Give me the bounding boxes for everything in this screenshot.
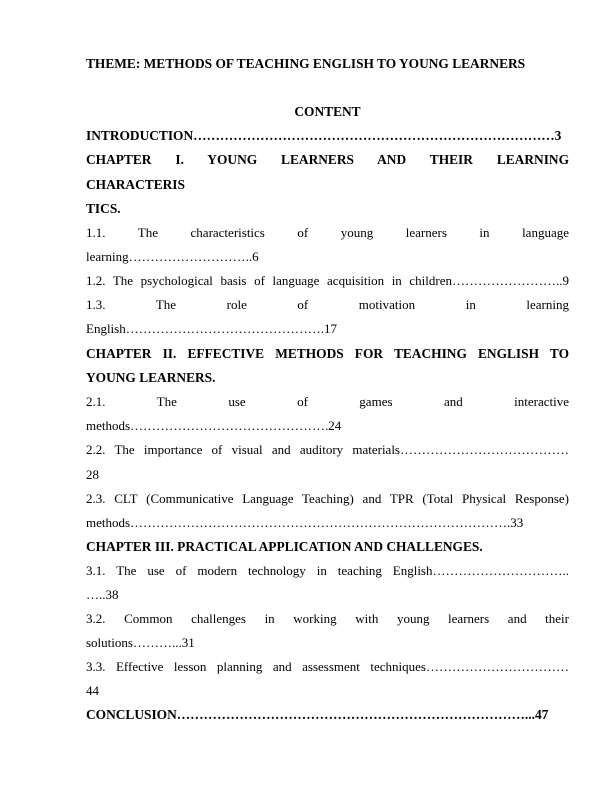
- toc-line: learning………………………..6: [86, 249, 259, 264]
- toc-line: CHAPTER III. PRACTICAL APPLICATION AND CHALLENGES.: [86, 539, 483, 554]
- toc-line: methods…………………………………………………………………………….33: [86, 515, 524, 530]
- toc-line: 3.2. Common challenges in working with young learners and their: [86, 611, 569, 626]
- toc-line: INTRODUCTION………………………………………………………………………3: [86, 128, 562, 143]
- toc-line: 1.3. The role of motivation in learning: [86, 297, 569, 312]
- toc-line: CHARACTERIS: [86, 177, 185, 192]
- toc-line: 44: [86, 683, 99, 698]
- toc-line: 1.2. The psychological basis of language acquisition in children……………………..9: [86, 273, 569, 288]
- toc-line: 2.3. CLT (Communicative Language Teaching) and TPR (Total Physical Response): [86, 491, 569, 506]
- toc-line: 1.1. The characteristics of young learners in language: [86, 225, 569, 240]
- toc-line: methods……………………………………….24: [86, 418, 342, 433]
- toc-line: solutions………...31: [86, 635, 195, 650]
- toc-line: TICS.: [86, 201, 121, 216]
- document-title: THEME: METHODS OF TEACHING ENGLISH TO YOUNG LEARNERS: [86, 56, 526, 71]
- toc-line: CONCLUSION……………………………………………………………………...47: [86, 707, 549, 722]
- toc-line: 3.1. The use of modern technology in teaching English…………………………..: [86, 563, 569, 578]
- toc-line: 2.2. The importance of visual and auditory materials…………………………………: [86, 442, 569, 457]
- toc-line: 3.3. Effective lesson planning and assessment techniques……………………………: [86, 659, 569, 674]
- toc-line: 2.1. The use of games and interactive: [86, 394, 569, 409]
- toc-line: English……………………………………….17: [86, 321, 337, 336]
- toc-line: 28: [86, 467, 99, 482]
- content-heading: CONTENT: [294, 104, 361, 119]
- toc-line: YOUNG LEARNERS.: [86, 370, 216, 385]
- toc-line: CHAPTER II. EFFECTIVE METHODS FOR TEACHING ENGLISH TO: [86, 346, 569, 361]
- toc-line: CHAPTER I. YOUNG LEARNERS AND THEIR LEARNING: [86, 152, 569, 167]
- toc-line: …..38: [86, 587, 119, 602]
